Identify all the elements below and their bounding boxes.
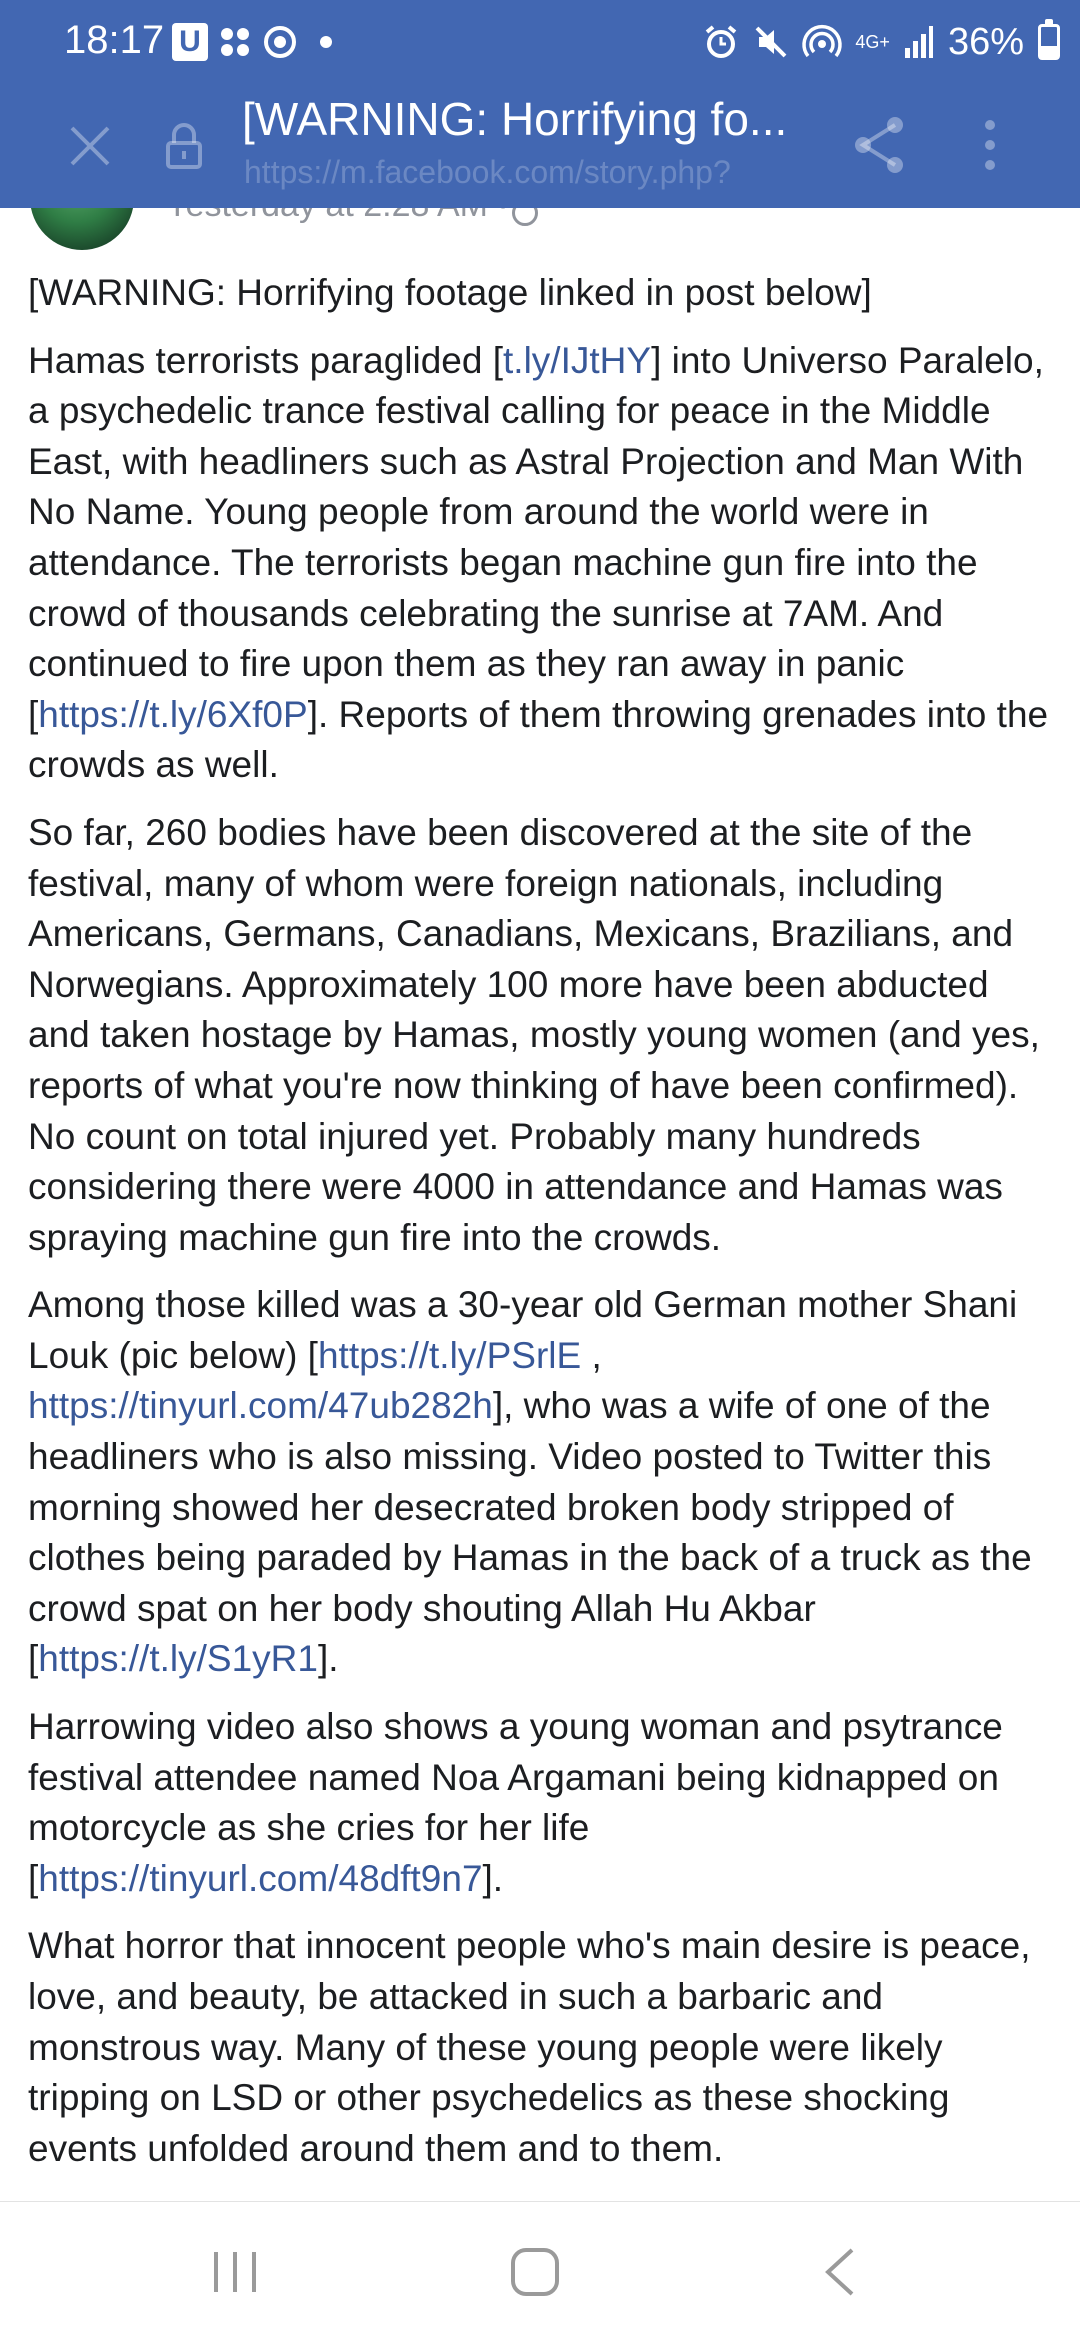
more-options-button[interactable] — [962, 112, 1018, 178]
paragraph-text: ] into Universo Paralelo, a psychedelic trance festival calling for peace in the Middle East, with headliners such as Astral Projection and Man With No Name. Young people from around the world were in attendance. The terrorists began machine gun fire into the crowd of thousands celebrating the sunrise at 7AM. And continued to fire upon them as they ran away in panic [ — [28, 339, 1044, 735]
close-button[interactable] — [58, 114, 122, 178]
more-notifications-dot — [320, 36, 332, 48]
battery-icon — [1038, 24, 1060, 60]
post-paragraph — [28, 268, 1056, 319]
post-paragraph — [28, 336, 1056, 791]
sync-icon — [262, 24, 298, 60]
post-link[interactable]: https://tinyurl.com/48dft9n7 — [38, 1857, 483, 1899]
paragraph-text: What horror that innocent people who's main desire is peace, love, and beauty, be attacked in such a barbaric and monstrous way. Many of these young people were likely tripping on LSD or other psychedelics as these shocking events unfolded around them and to them. — [28, 1925, 1031, 2169]
home-icon — [509, 2246, 561, 2298]
paragraph-text: So far, 260 bodies have been discovered at the site of the festival, many of whom were foreign nationals, including Americans, Germans, Canadians, Mexicans, Brazilians, and Norwegians. Approximately 100 more have been abducted and taken hostage by Hamas, mostly young women (and yes, reports of what you're now thinking of have been confirmed). — [28, 811, 1040, 1106]
u-app-icon: U — [172, 23, 208, 61]
apps-icon — [218, 25, 252, 59]
post-link[interactable]: https://t.ly/PSrlE — [317, 1334, 582, 1376]
status-bar — [0, 0, 1080, 84]
paragraph-text: ]. — [482, 1857, 504, 1899]
network-type: 4G+ — [855, 32, 890, 52]
alarm-icon — [703, 24, 739, 60]
back-icon — [822, 2246, 858, 2298]
post-meta — [0, 208, 1080, 248]
notification-icons — [172, 20, 332, 64]
system-navigation-bar — [0, 2202, 1080, 2340]
post-paragraph — [28, 808, 1056, 1263]
browser-bar — [0, 84, 1080, 208]
post-link[interactable]: https://tinyurl.com/47ub282h — [28, 1385, 493, 1427]
paragraph-text: Among those killed was a 30-year old German mother Shani Louk (pic below) [ — [28, 1284, 1018, 1376]
back-button[interactable] — [810, 2242, 870, 2302]
paragraph-text: ]. — [317, 1638, 339, 1680]
battery-percent: 36% — [947, 20, 1024, 63]
paragraph-text: ], who was a wife of one of the headliners who is also missing. Video posted to Twitter this morning showed her desecrated broken body stripped of clothes being paraded by Hamas in the back of a truck as the crowd spat on her body shouting Allah Hu Akbar [ — [28, 1385, 1032, 1680]
lock-button[interactable] — [156, 114, 212, 178]
share-icon — [851, 115, 907, 175]
status-time: 18:17 — [64, 18, 165, 62]
post-paragraph — [28, 1702, 1056, 1904]
share-button[interactable] — [846, 112, 912, 178]
post-link[interactable]: https://t.ly/S1yR1 — [38, 1638, 318, 1680]
post-paragraph — [28, 1280, 1056, 1685]
recents-icon — [210, 2248, 260, 2296]
paragraph-text: ]. Reports of them throwing grenades into the crowds as well. — [28, 693, 1049, 786]
post-link[interactable]: https://t.ly/6Xf0P — [38, 693, 308, 735]
close-icon — [68, 124, 112, 168]
hotspot-icon — [803, 24, 841, 60]
paragraph-text: Harrowing video also shows a young woman and psytrance festival attendee named Noa Argamani being kidnapped on motorcycle as she cries for her life [ — [28, 1706, 1003, 1899]
paragraph-text: No count on total injured yet. Probably many hundreds considering there were 4000 in attendance and Hamas was spraying machine gun fire into the crowds. — [28, 1115, 1003, 1258]
paragraph-text: Hamas terrorists paraglided [ — [28, 339, 504, 381]
post-body — [28, 268, 1056, 2202]
lock-icon — [164, 121, 204, 171]
mute-icon — [753, 24, 789, 60]
page-url[interactable]: https://m.facebook.com/story.php? — [244, 154, 731, 190]
page-title: [WARNING: Horrifying fo... — [242, 93, 788, 145]
post-paragraph — [28, 1921, 1056, 2174]
recents-button[interactable] — [200, 2242, 270, 2302]
more-vertical-icon — [984, 119, 996, 171]
system-icons — [703, 18, 1060, 66]
paragraph-text: , — [581, 1334, 602, 1376]
post-link[interactable]: t.ly/IJtHY — [503, 339, 652, 381]
signal-icon — [904, 24, 934, 60]
paragraph-text: [WARNING: Horrifying footage linked in post below] — [28, 272, 872, 313]
header — [0, 0, 1080, 208]
home-button[interactable] — [500, 2242, 570, 2302]
